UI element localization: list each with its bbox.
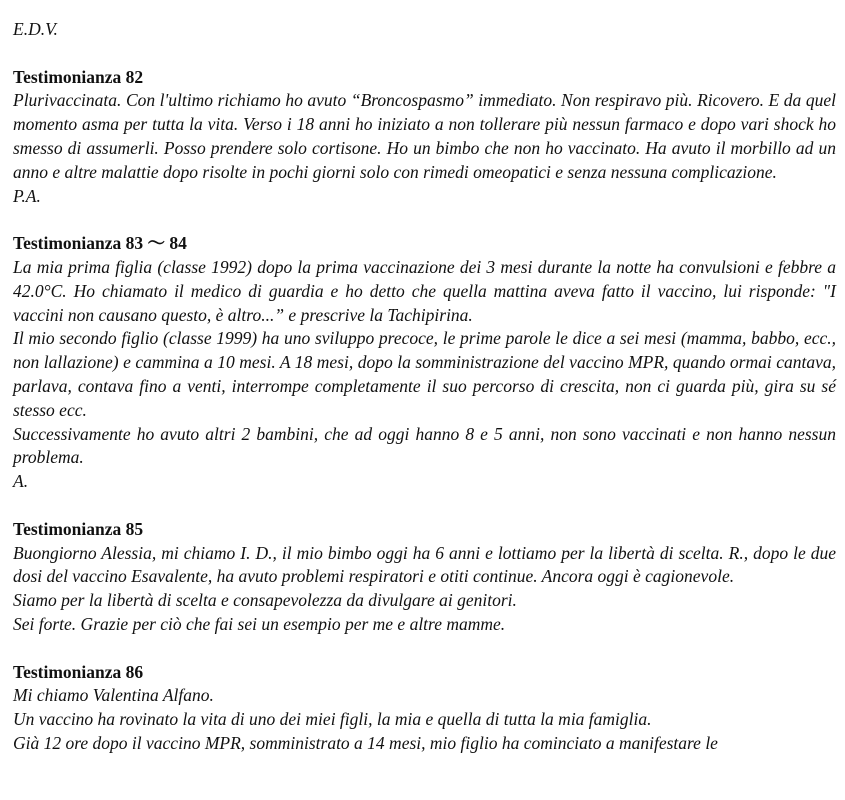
testimony-signature: P.A. — [13, 185, 41, 206]
testimony-signature: A. — [13, 471, 29, 492]
top-signature: E.D.V. — [13, 19, 58, 39]
testimony-86 — [13, 661, 836, 756]
document-page — [13, 18, 836, 756]
testimony-82 — [13, 66, 836, 209]
testimony-83-84 — [13, 232, 836, 494]
testimony-paragraph: Già 12 ore dopo il vaccino MPR, somministrato a 14 mesi, mio figlio ha cominciato a manifestare le — [13, 732, 718, 753]
testimony-paragraph: Il mio secondo figlio (classe 1999) ha uno sviluppo precoce, le prime parole le dice a sei mesi (mamma, babbo, ecc., non lallazione) e cammina a 10 mesi. A 18 mesi, dopo la somministrazione del vaccino MPR, quando ormai cantava, parlava, contava fino a venti, interrompe completamente il suo percorso di crescita, non ci guarda più, gira su sé stesso ecc. — [13, 328, 836, 420]
testimony-paragraph: Buongiorno Alessia, mi chiamo I. D., il mio bimbo oggi ha 6 anni e lottiamo per la libertà di scelta. R., dopo le due dosi del vaccino Esavalente, ha avuto problemi respiratori e otiti continue. Ancora oggi è cagionevole. — [13, 542, 836, 587]
testimony-paragraph: Siamo per la libertà di scelta e consapevolezza da divulgare ai genitori. — [13, 590, 517, 611]
spacer — [13, 637, 836, 661]
testimony-title: Testimonianza 83 ～ 84 — [13, 233, 187, 254]
spacer — [13, 494, 836, 518]
testimony-title: Testimonianza 85 — [13, 518, 144, 539]
testimony-85 — [13, 518, 836, 637]
testimony-title: Testimonianza 86 — [13, 661, 144, 682]
spacer — [13, 208, 836, 232]
testimony-paragraph: Successivamente ho avuto altri 2 bambini, che ad oggi hanno 8 e 5 anni, non sono vaccinati e non hanno nessun problema. — [13, 423, 836, 468]
testimony-title: Testimonianza 82 — [13, 66, 144, 87]
testimony-paragraph: Sei forte. Grazie per ciò che fai sei un esempio per me e altre mamme. — [13, 613, 506, 634]
spacer — [13, 42, 836, 66]
testimony-paragraph: La mia prima figlia (classe 1992) dopo la prima vaccinazione dei 3 mesi durante la notte ha convulsioni e febbre a 42.0°C. Ho chiamato il medico di guardia e ho detto che quella mattina aveva fatto il vaccino, lui risponde: "I vaccini non causano questo, è altro...” e prescrive la Tachipirina. — [13, 256, 836, 325]
testimony-paragraph: Plurivaccinata. Con l'ultimo richiamo ho avuto “Broncospasmo” immediato. Non respiravo più. Ricovero. E da quel momento asma per tutta la vita. Verso i 18 anni ho iniziato a non tollerare più nessun farmaco e dopo vari shock ho smesso di assumerli. Posso prendere solo cortisone. Ho un bimbo che non ho vaccinato. Ha avuto il morbillo ad un anno e altre malattie dopo risolte in pochi giorni solo con rimedi omeopatici e senza nessuna complicazione. — [13, 90, 836, 182]
testimony-paragraph: Un vaccino ha rovinato la vita di uno dei miei figli, la mia e quella di tutta la mia famiglia. — [13, 709, 652, 730]
testimony-paragraph: Mi chiamo Valentina Alfano. — [13, 685, 214, 706]
